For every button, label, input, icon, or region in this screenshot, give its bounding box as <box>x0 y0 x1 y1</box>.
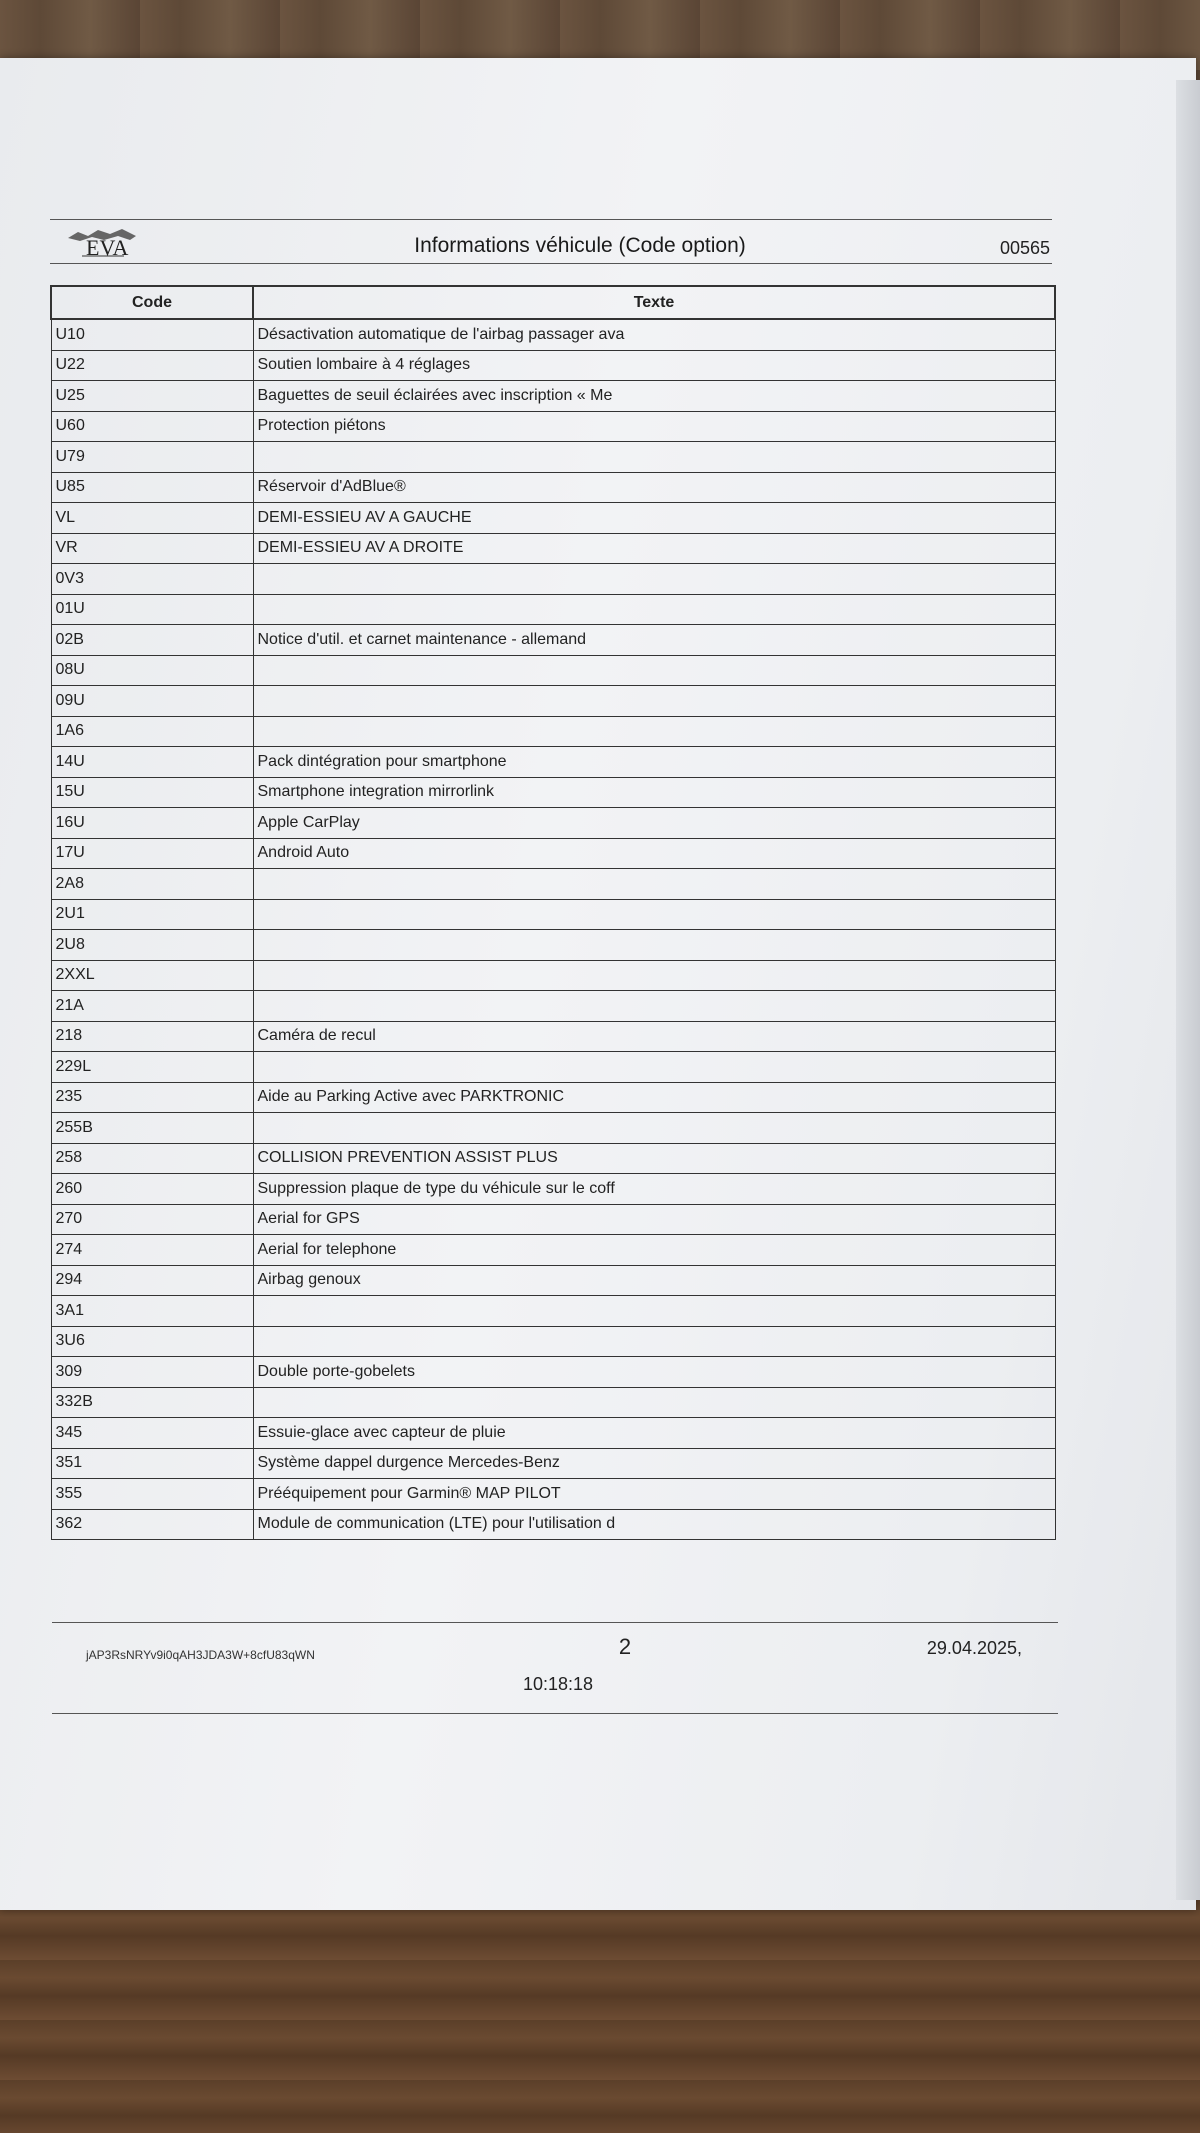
cell-code: 3A1 <box>51 1296 253 1327</box>
cell-text: Module de communication (LTE) pour l'utilisation d <box>253 1509 1055 1540</box>
cell-code: VR <box>51 533 253 564</box>
cell-code: U22 <box>51 350 253 381</box>
table-row <box>51 1296 1055 1327</box>
cell-code: 218 <box>51 1021 253 1052</box>
cell-text: Aide au Parking Active avec PARKTRONIC <box>253 1082 1055 1113</box>
cell-text: Désactivation automatique de l'airbag passager ava <box>253 319 1055 350</box>
cell-text <box>253 991 1055 1022</box>
cell-text: Caméra de recul <box>253 1021 1055 1052</box>
table-row <box>51 1235 1055 1266</box>
table-row <box>51 1113 1055 1144</box>
table-row <box>51 1387 1055 1418</box>
eva-logo <box>64 224 142 258</box>
cell-code: 2U8 <box>51 930 253 961</box>
cell-code: 02B <box>51 625 253 656</box>
svg-text:EVA: EVA <box>86 235 129 258</box>
footer-bottom-rule <box>52 1713 1058 1714</box>
table-row <box>51 1265 1055 1296</box>
cell-text: COLLISION PREVENTION ASSIST PLUS <box>253 1143 1055 1174</box>
table-row <box>51 594 1055 625</box>
cell-code: U25 <box>51 381 253 412</box>
cell-code: 309 <box>51 1357 253 1388</box>
cell-text <box>253 655 1055 686</box>
table-row <box>51 564 1055 595</box>
cell-text <box>253 564 1055 595</box>
table-row <box>51 1479 1055 1510</box>
cell-text <box>253 686 1055 717</box>
table-row <box>51 1418 1055 1449</box>
cell-code: U60 <box>51 411 253 442</box>
cell-text: Essuie-glace avec capteur de pluie <box>253 1418 1055 1449</box>
table-row <box>51 777 1055 808</box>
cell-text <box>253 716 1055 747</box>
cell-text <box>253 594 1055 625</box>
cell-code: U10 <box>51 319 253 350</box>
cell-text <box>253 930 1055 961</box>
cell-text <box>253 442 1055 473</box>
cell-code: U79 <box>51 442 253 473</box>
cell-text: Airbag genoux <box>253 1265 1055 1296</box>
wood-background-bottom <box>0 1900 1200 2133</box>
cell-text: Soutien lombaire à 4 réglages <box>253 350 1055 381</box>
table-row <box>51 472 1055 503</box>
cell-code: 08U <box>51 655 253 686</box>
table-row <box>51 930 1055 961</box>
cell-text: Suppression plaque de type du véhicule sur le coff <box>253 1174 1055 1205</box>
table-row <box>51 1204 1055 1235</box>
cell-code: 16U <box>51 808 253 839</box>
footer-page-number: 2 <box>618 1634 632 1659</box>
footer-date: 29.04.2025, <box>926 1638 1022 1658</box>
cell-text <box>253 1113 1055 1144</box>
cell-code: 260 <box>51 1174 253 1205</box>
cell-code: VL <box>51 503 253 534</box>
table-row <box>51 991 1055 1022</box>
table-row <box>51 533 1055 564</box>
footer-document-id: jAP3RsNRYv9i0qAH3JDA3W+8cfU83qWN <box>86 1648 315 1662</box>
table-row <box>51 838 1055 869</box>
table-row <box>51 1357 1055 1388</box>
cell-code: 274 <box>51 1235 253 1266</box>
table-row <box>51 686 1055 717</box>
cell-text: Smartphone integration mirrorlink <box>253 777 1055 808</box>
table-row <box>51 899 1055 930</box>
cell-text: Réservoir d'AdBlue® <box>253 472 1055 503</box>
cell-text: DEMI-ESSIEU AV A GAUCHE <box>253 503 1055 534</box>
cell-text: Baguettes de seuil éclairées avec inscription « Me <box>253 381 1055 412</box>
table-row <box>51 1509 1055 1540</box>
footer-top-rule <box>52 1622 1058 1623</box>
table-row <box>51 1082 1055 1113</box>
cell-code: 1A6 <box>51 716 253 747</box>
cell-code: 01U <box>51 594 253 625</box>
paper-edge <box>1176 80 1200 1900</box>
cell-text: Android Auto <box>253 838 1055 869</box>
table-row <box>51 1326 1055 1357</box>
table-row <box>51 625 1055 656</box>
table-row <box>51 319 1055 350</box>
cell-code: 2A8 <box>51 869 253 900</box>
table-row <box>51 1021 1055 1052</box>
cell-text: Aerial for telephone <box>253 1235 1055 1266</box>
table-row <box>51 808 1055 839</box>
cell-code: 17U <box>51 838 253 869</box>
table-row <box>51 1448 1055 1479</box>
table-row <box>51 381 1055 412</box>
cell-text: Double porte-gobelets <box>253 1357 1055 1388</box>
table-row <box>51 1143 1055 1174</box>
cell-code: 270 <box>51 1204 253 1235</box>
cell-text: DEMI-ESSIEU AV A DROITE <box>253 533 1055 564</box>
table-row <box>51 1174 1055 1205</box>
cell-code: 2U1 <box>51 899 253 930</box>
table-row <box>51 1052 1055 1083</box>
cell-text <box>253 1326 1055 1357</box>
table-row <box>51 869 1055 900</box>
header-bottom-rule <box>50 263 1052 264</box>
header-top-rule <box>50 219 1052 220</box>
cell-text: Pack dintégration pour smartphone <box>253 747 1055 778</box>
cell-text: Protection piétons <box>253 411 1055 442</box>
cell-text <box>253 1387 1055 1418</box>
cell-code: 345 <box>51 1418 253 1449</box>
cell-code: 294 <box>51 1265 253 1296</box>
cell-text: Notice d'util. et carnet maintenance - allemand <box>253 625 1055 656</box>
table-row <box>51 411 1055 442</box>
cell-code: 355 <box>51 1479 253 1510</box>
cell-text: Aerial for GPS <box>253 1204 1055 1235</box>
cell-text: Système dappel durgence Mercedes-Benz <box>253 1448 1055 1479</box>
cell-code: U85 <box>51 472 253 503</box>
cell-text <box>253 899 1055 930</box>
cell-code: 362 <box>51 1509 253 1540</box>
cell-code: 255B <box>51 1113 253 1144</box>
table-row <box>51 503 1055 534</box>
cell-text: Prééquipement pour Garmin® MAP PILOT <box>253 1479 1055 1510</box>
cell-code: 09U <box>51 686 253 717</box>
footer-time: 10:18:18 <box>522 1674 594 1694</box>
cell-code: 15U <box>51 777 253 808</box>
table-row <box>51 655 1055 686</box>
cell-code: 3U6 <box>51 1326 253 1357</box>
table-row <box>51 716 1055 747</box>
column-header-code: Code <box>51 286 253 319</box>
cell-text <box>253 1296 1055 1327</box>
cell-text <box>253 1052 1055 1083</box>
cell-code: 0V3 <box>51 564 253 595</box>
cell-text: Apple CarPlay <box>253 808 1055 839</box>
cell-code: 235 <box>51 1082 253 1113</box>
document-number: 00565 <box>999 238 1050 258</box>
option-code-table <box>50 285 1054 1540</box>
cell-code: 14U <box>51 747 253 778</box>
cell-code: 2XXL <box>51 960 253 991</box>
table-row <box>51 350 1055 381</box>
cell-code: 229L <box>51 1052 253 1083</box>
cell-text <box>253 960 1055 991</box>
document-title: Informations véhicule (Code option) <box>414 234 746 257</box>
cell-code: 21A <box>51 991 253 1022</box>
table-header-row <box>51 286 1055 319</box>
cell-code: 351 <box>51 1448 253 1479</box>
cell-text <box>253 869 1055 900</box>
cell-code: 258 <box>51 1143 253 1174</box>
table-row <box>51 442 1055 473</box>
table-row <box>51 747 1055 778</box>
cell-code: 332B <box>51 1387 253 1418</box>
table-row <box>51 960 1055 991</box>
column-header-text: Texte <box>253 286 1055 319</box>
